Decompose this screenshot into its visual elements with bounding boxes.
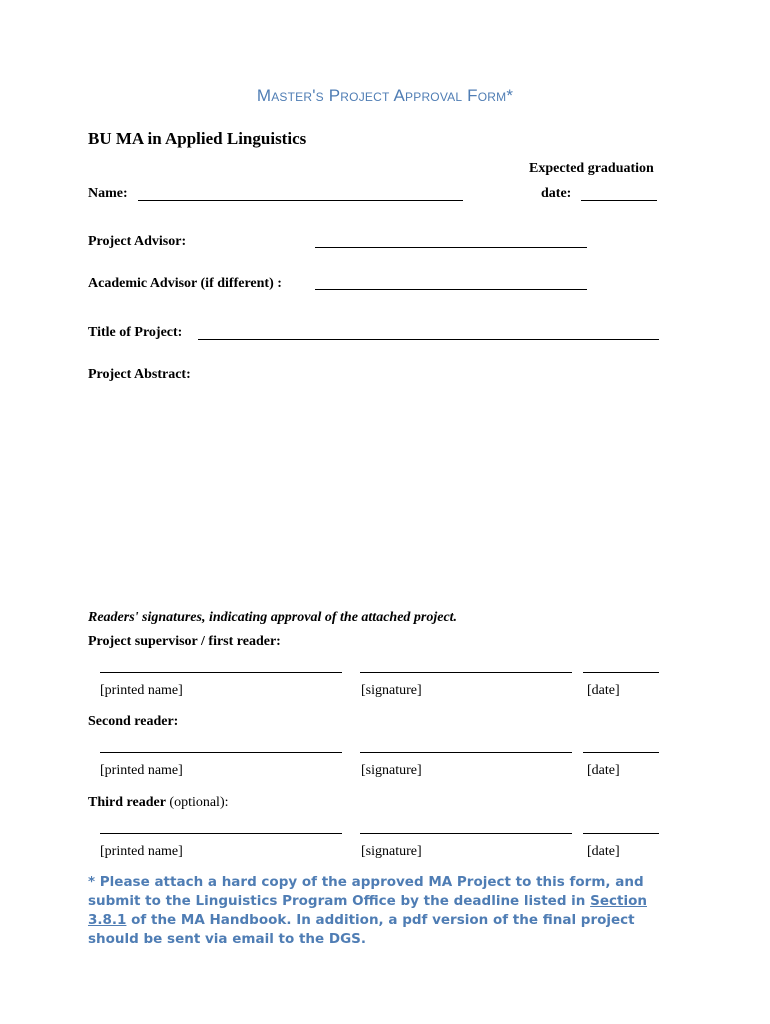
academic-advisor-field[interactable] — [315, 289, 587, 290]
note-text-part1: * Please attach a hard copy of the approved MA Project to this form, and submit to the Linguistics Program Office by the deadline listed in — [88, 874, 644, 909]
academic-advisor-label: Academic Advisor (if different) : — [88, 276, 282, 291]
project-abstract-label: Project Abstract: — [88, 367, 191, 382]
signature-caption: [signature] — [361, 683, 422, 698]
printed-name-caption: [printed name] — [100, 844, 183, 859]
signature-caption: [signature] — [361, 763, 422, 778]
signature-caption: [signature] — [361, 844, 422, 859]
first-reader-label: Project supervisor / first reader: — [88, 634, 281, 649]
title-of-project-field[interactable] — [198, 339, 659, 340]
name-label: Name: — [88, 186, 128, 201]
note-text-part2: of the MA Handbook. In addition, a pdf version of the final project should be sent via email to the DGS. — [88, 912, 635, 947]
readers-heading: Readers' signatures, indicating approval of the attached project. — [88, 610, 458, 625]
submission-note — [88, 873, 688, 949]
date-caption: [date] — [587, 763, 620, 778]
first-reader-name-field[interactable] — [100, 672, 342, 673]
first-reader-signature-field[interactable] — [360, 672, 572, 673]
third-reader-name-field[interactable] — [100, 833, 342, 834]
expected-graduation-label: Expected graduation — [529, 161, 654, 176]
second-reader-signature-field[interactable] — [360, 752, 572, 753]
second-reader-date-field[interactable] — [583, 752, 659, 753]
project-abstract-area[interactable] — [88, 390, 659, 600]
printed-name-caption: [printed name] — [100, 763, 183, 778]
project-advisor-label: Project Advisor: — [88, 234, 187, 249]
date-caption: [date] — [587, 683, 620, 698]
second-reader-name-field[interactable] — [100, 752, 342, 753]
third-reader-date-field[interactable] — [583, 833, 659, 834]
date-caption: [date] — [587, 844, 620, 859]
form-title: Master's Project Approval Form* — [256, 86, 514, 105]
graduation-date-field[interactable] — [581, 200, 657, 201]
title-of-project-label: Title of Project: — [88, 325, 183, 340]
third-reader-label: Third reader — [88, 795, 166, 810]
first-reader-date-field[interactable] — [583, 672, 659, 673]
optional-note: (optional): — [165, 795, 229, 810]
name-field[interactable] — [138, 200, 463, 201]
printed-name-caption: [printed name] — [100, 683, 183, 698]
third-reader-label-row — [88, 795, 229, 811]
project-advisor-field[interactable] — [315, 247, 587, 248]
program-name: BU MA in Applied Linguistics — [88, 129, 307, 148]
graduation-date-label: date: — [541, 186, 572, 201]
third-reader-signature-field[interactable] — [360, 833, 572, 834]
handbook-section-link[interactable]: Section 3.8.1 — [88, 893, 647, 928]
second-reader-label: Second reader: — [88, 714, 179, 729]
